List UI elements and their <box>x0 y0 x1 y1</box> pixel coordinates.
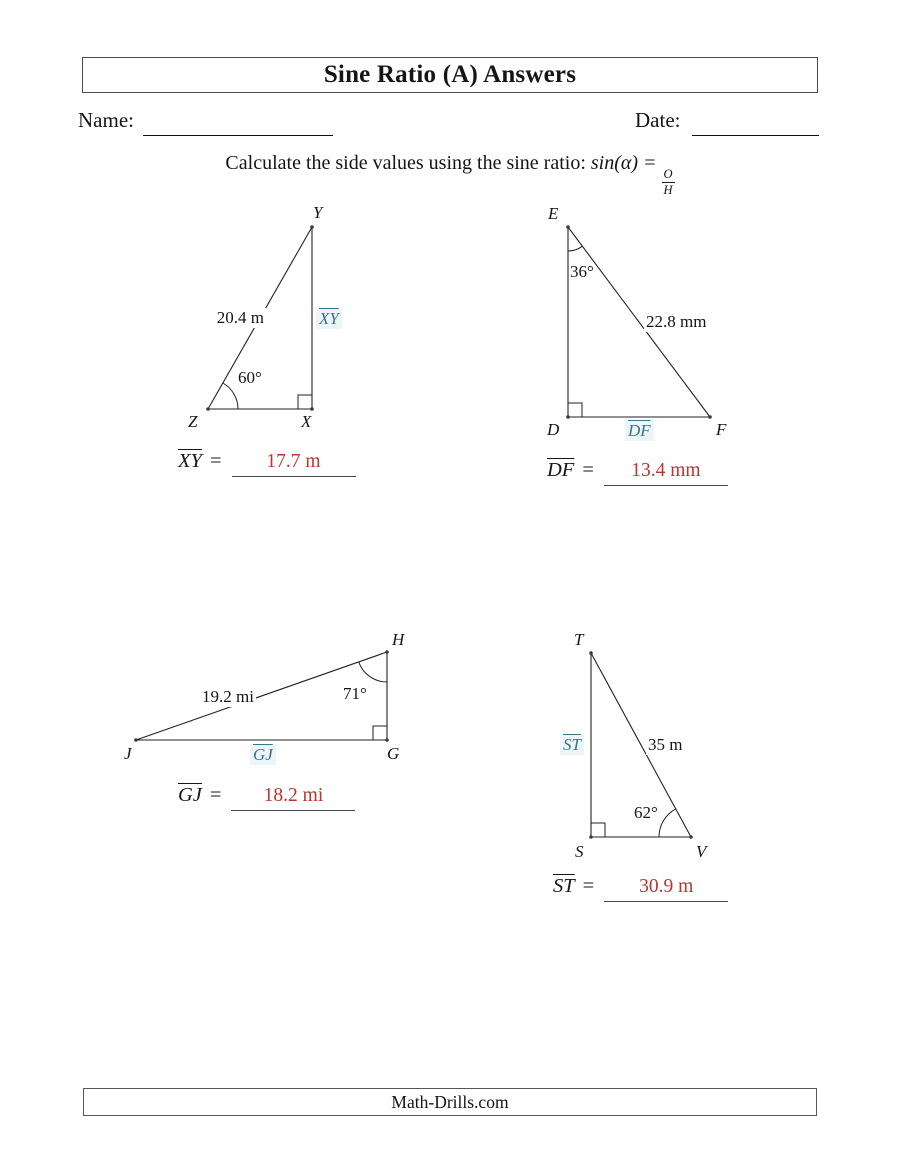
problem-4-figure <box>530 630 780 860</box>
vertex-dot <box>310 407 314 411</box>
unknown-side-label: $\overline{GJ}$ <box>250 745 276 765</box>
angle-label: 62° <box>634 803 658 822</box>
vertex-label-right: G <box>387 744 400 763</box>
side-length-label: 22.8 mm <box>646 312 707 331</box>
date-blank-line <box>692 135 819 136</box>
equals-sign: = <box>209 784 222 806</box>
vertex-label-right: V <box>696 842 707 861</box>
vertex-label-top: T <box>574 630 584 649</box>
footer-text: Math-Drills.com <box>391 1091 509 1112</box>
unknown-side-label: $\overline{DF}$ <box>625 421 654 441</box>
answer-blank-line <box>231 785 355 811</box>
answer-value: 30.9 m <box>639 876 694 897</box>
side-length-label: 19.2 mi <box>202 687 254 706</box>
vertex-label-top: Y <box>313 203 323 222</box>
vertex-label-right: X <box>301 412 312 431</box>
answer-row-3 <box>178 784 355 811</box>
vertex-label-left: D <box>547 420 560 439</box>
vertex-label-left: S <box>575 842 584 861</box>
vertex-dot <box>566 415 570 419</box>
formula-lhs: sin(α) = <box>590 152 657 174</box>
vertex-dot <box>708 415 712 419</box>
footer-box <box>83 1088 817 1116</box>
angle-arc <box>568 246 582 251</box>
vertex-label-left: J <box>124 744 132 763</box>
problem-2-figure <box>540 200 790 445</box>
angle-label: 36° <box>570 262 594 281</box>
answer-lhs: $\overline{GJ}$ <box>178 784 202 806</box>
instruction <box>0 152 900 197</box>
answer-lhs: $\overline{ST}$ <box>553 875 575 897</box>
right-angle-mark <box>568 403 582 417</box>
name-blank-line <box>143 135 333 136</box>
answer-value: 18.2 mi <box>263 785 324 806</box>
right-angle-mark <box>591 823 605 837</box>
right-angle-mark <box>373 726 387 740</box>
angle-arc <box>359 662 387 682</box>
fraction-denominator: H <box>663 183 673 198</box>
vertex-dot <box>385 650 389 654</box>
answer-value: 17.7 m <box>266 451 321 472</box>
equals-sign: = <box>582 459 594 481</box>
angle-arc <box>659 809 676 837</box>
problem-1-figure <box>110 200 390 430</box>
vertex-dot <box>134 738 138 742</box>
answer-lhs: $\overline{DF}$ <box>547 459 575 481</box>
vertex-dot <box>689 835 693 839</box>
vertex-label-top: H <box>392 630 405 649</box>
formula-fraction <box>662 168 675 197</box>
answer-blank-line <box>604 460 728 486</box>
right-angle-mark <box>298 395 312 409</box>
answer-row-1 <box>178 450 356 477</box>
problem-3-figure <box>110 630 410 765</box>
vertex-dot <box>589 835 593 839</box>
page-title: Sine Ratio (A) Answers <box>323 61 577 88</box>
vertex-label-right: F <box>716 420 727 439</box>
vertex-dot <box>206 407 210 411</box>
fraction-numerator: O <box>662 168 675 183</box>
title-box <box>82 57 818 93</box>
vertex-dot <box>310 225 314 229</box>
vertex-dot <box>589 651 593 655</box>
equals-sign: = <box>582 875 595 897</box>
vertex-label-top: E <box>548 204 559 223</box>
vertex-dot <box>566 225 570 229</box>
instruction-text: Calculate the side values using the sine ratio: <box>225 152 586 174</box>
vertex-label-left: Z <box>188 412 198 431</box>
answer-value: 13.4 mm <box>631 460 701 481</box>
angle-arc <box>223 383 238 409</box>
name-label: Name: <box>78 108 134 132</box>
answer-blank-line <box>232 451 356 477</box>
date-label: Date: <box>635 108 681 132</box>
answer-row-4 <box>553 875 728 902</box>
vertex-dot <box>385 738 389 742</box>
answer-lhs: $\overline{XY}$ <box>178 450 202 472</box>
unknown-side-label: $\overline{ST}$ <box>560 735 584 755</box>
unknown-side-label: $\overline{XY}$ <box>316 309 342 329</box>
answer-row-2 <box>547 459 728 486</box>
answer-blank-line <box>604 876 728 902</box>
side-length-label: 35 m <box>648 735 683 754</box>
side-length-label: 20.4 m <box>168 308 266 328</box>
angle-label: 60° <box>238 368 262 387</box>
equals-sign: = <box>209 450 222 472</box>
angle-label: 71° <box>343 684 367 703</box>
